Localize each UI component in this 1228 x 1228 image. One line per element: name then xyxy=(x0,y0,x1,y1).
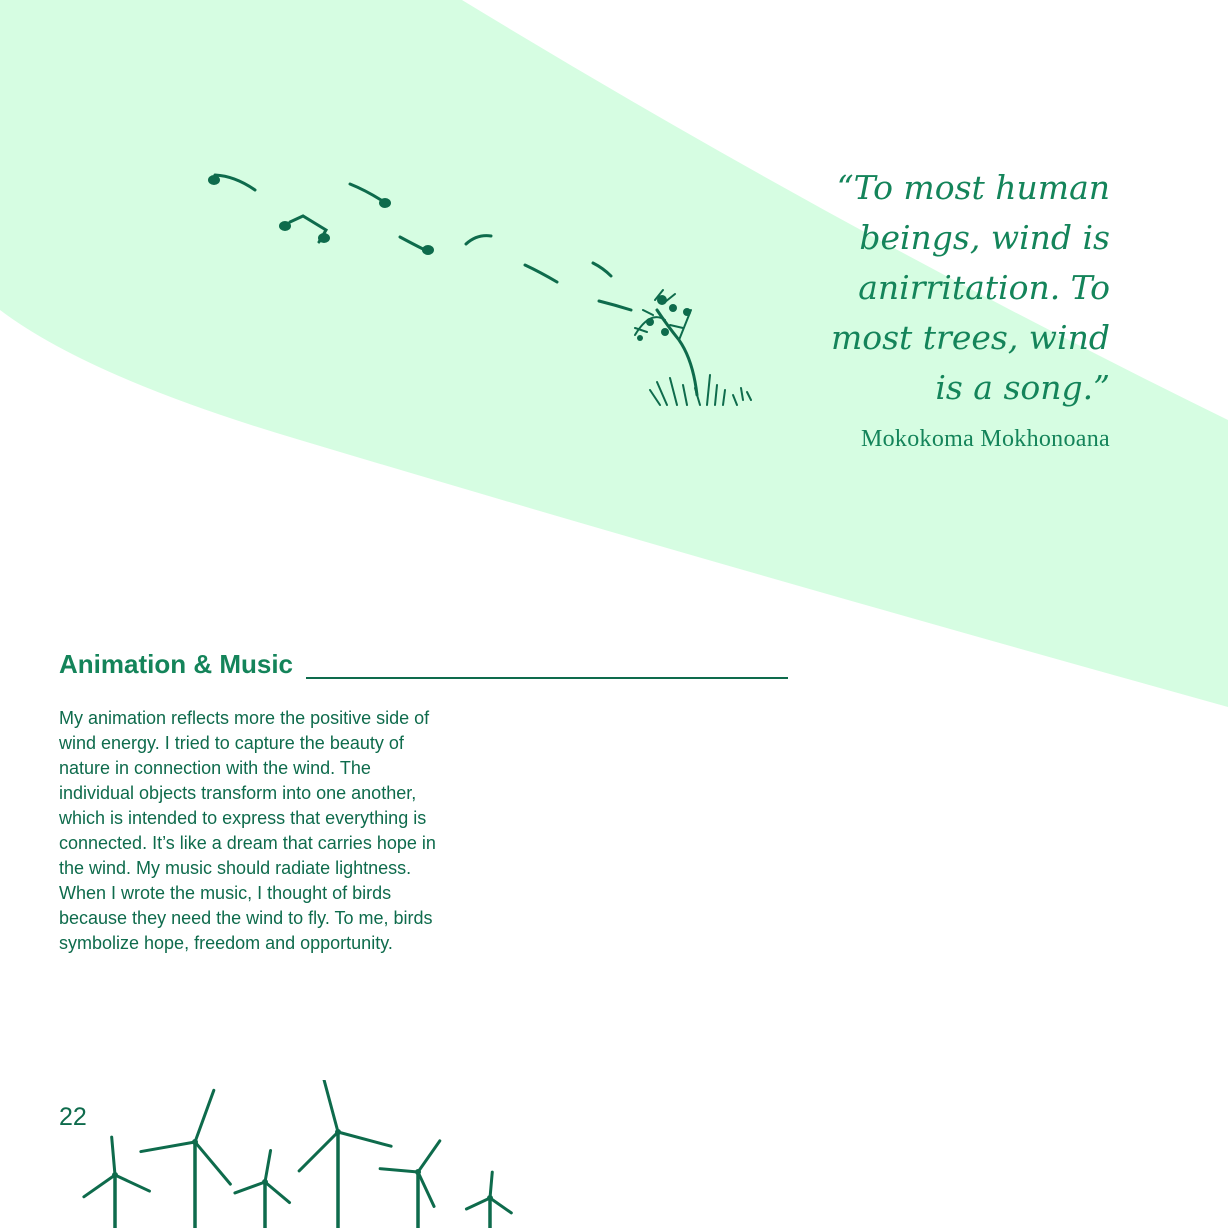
music-note-3 xyxy=(350,184,391,208)
wind-turbine-2 xyxy=(141,1090,231,1228)
dandelion-flower xyxy=(635,290,697,395)
heading-rule xyxy=(306,677,788,679)
quote-line: “To most human xyxy=(836,168,1110,207)
wind-turbine-4 xyxy=(299,1080,391,1228)
section-body-text: My animation reflects more the positive side of wind energy. I tried to capture the beauty of nature in connection with the wind. The individual objects transform into one another, which is intended to express that everything is connected. It’s like a dream that carries hope in the wind. My music should radiate lightness. When I wrote the music, I thought of birds because they need the wind to fly. To me, birds symbolize hope, freedom and opportunity. xyxy=(59,708,436,953)
wind-quote xyxy=(770,163,1110,413)
music-note-7 xyxy=(593,263,611,276)
quote-line: beings, wind is xyxy=(859,218,1110,257)
music-note-5 xyxy=(466,236,491,244)
music-note-6 xyxy=(525,265,557,282)
wind-turbine-6 xyxy=(466,1172,511,1228)
wind-turbine-5 xyxy=(380,1141,440,1228)
wind-turbines-illustration xyxy=(70,1080,530,1228)
section-heading-row xyxy=(59,647,789,683)
page-number: 22 xyxy=(59,1103,87,1131)
music-note-1 xyxy=(208,175,255,190)
music-note-4 xyxy=(400,237,434,255)
section-heading: Animation & Music xyxy=(59,649,294,679)
quote-author: Mokokoma Mokhonoana xyxy=(860,426,1110,452)
quote-line: most trees, wind xyxy=(830,318,1110,357)
quote-line: is a song.” xyxy=(935,368,1110,407)
grass-tuft xyxy=(650,375,751,405)
wind-turbine-3 xyxy=(235,1150,290,1228)
music-note-2 xyxy=(279,216,330,243)
wind-notes-dandelion-illustration xyxy=(195,160,765,415)
music-note-8 xyxy=(599,301,631,310)
quote-line: anirritation. To xyxy=(858,268,1110,307)
